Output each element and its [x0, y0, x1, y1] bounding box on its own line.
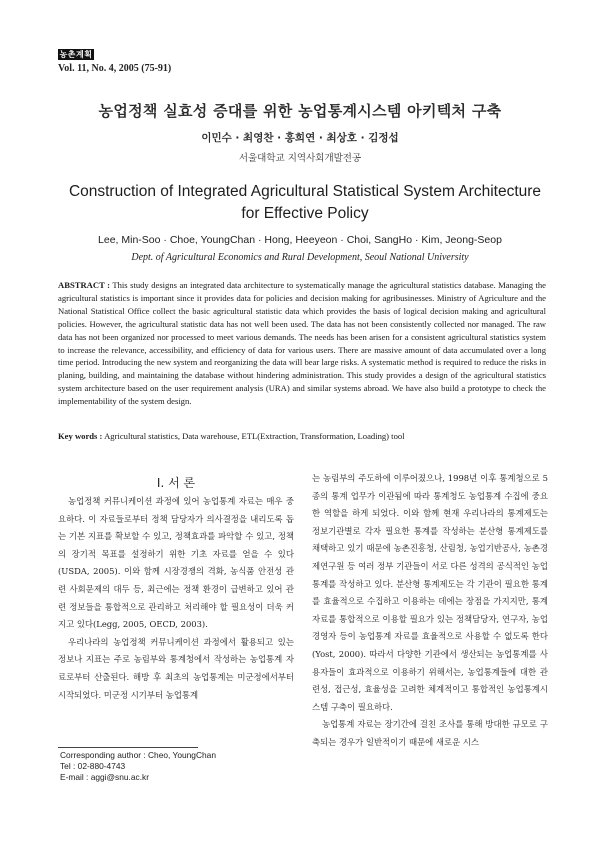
body-paragraph: 우리나라의 농업정책 커뮤니케이션 과정에서 활용되고 있는 정보나 지표는 주로 농림부와 통계청에서 작성하는 농업통계 자료로부터 산출된다. 해방 후 최초의 농업통계는 미군정에서부터 시작되었다. 미군정 시기부터 농업통계 [58, 636, 294, 700]
body-column-right [312, 470, 548, 752]
english-authors: Lee, Min-Soo · Choe, YoungChan · Hong, Heeyeon · Choi, SangHo · Kim, Jeong-Seop [98, 234, 502, 246]
keywords [58, 431, 546, 441]
abstract-text: This study designs an integrated data architecture to systematically manage the agricultural statistics database. Managing the agricultural statistics is important since it provides data for policies and decision making for agribusinesses. Ministry of Agriculture and the National Statistical Office collect the basic agricultural statistic data which provides the basis of logical decision making and agricultural policies. However, the agricultural statistic data has not well been used. The data has not been consistently collected nor managed. The raw data has not been organized nor processed to meet various demands. The needs has been arisen for a consistent agricultural statistics system to increase the relevance, accessibility, and efficiency of data for various users. There are massive amount of data accumulated over a long time period. Introducing the new system and reorganizing the data will bear large risks. A systematic method is required to reduce the risks in planing, building, and maintaining the database without hindering administration. This study provides a design of the agricultural statistics system architecture based on the user requirement analysis (URA) and similar systems abroad. We have also build a prototype to check the implementability of the system design. [58, 280, 546, 407]
footnote-email: E-mail : aggi@snu.ac.kr [60, 772, 150, 783]
body-column-left [58, 493, 294, 704]
body-paragraph: 는 농림부의 주도하에 이루어졌으나, 1998년 이후 통계청으로 5종의 통계 업무가 이관됨에 따라 통계청도 농업통계 수집에 중요한 역할을 하게 되었다. 이와 함께 현재 우리나라의 통계제도는 정보기관별로 각자 필요한 통계를 작성하는 분산형 통계제도를 채택하고 있기 때문에 농촌진흥청, 산림청, 농업기반공사, 농촌경제연구원 등 여러 정부 기관들이 서로 다른 성격의 공식적인 농업통계를 작성하고 있다. 분산형 통계제도는 각 기관이 필요한 통계를 효율적으로 수집하고 이용하는 데에는 장점을 가지지만, 통계자료를 통합적으로 이용할 필요가 있는 정책담당자, 연구자, 농업경영자 등이 농업통계 자료를 효율적으로 사용할 수 없도록 한다(Yost, 2000). 따라서 다양한 기관에서 생산되는 농업통계를 사용자들이 효과적으로 이용하기 위해서는, 농업통계들에 대한 관련성, 접근성, 효율성을 고려한 체계적이고 통합적인 농업통계시스템 구축이 필요하다. [312, 473, 548, 712]
english-title: Construction of Integrated Agricultural Statistical System Architecture for Effective Policy [68, 183, 542, 222]
korean-affiliation: 서울대학교 지역사회개발전공 [238, 153, 362, 164]
korean-authors: 이민수 · 최영찬 · 홍희연 · 최상호 · 김정섭 [201, 132, 399, 144]
footnote-tel: Tel : 02-880-4743 [60, 761, 126, 772]
english-affiliation: Dept. of Agricultural Economics and Rural Development, Seoul National University [131, 252, 469, 263]
section-heading: I. 서 론 [156, 476, 196, 490]
keywords-label: Key words : [58, 431, 103, 441]
footnote [60, 750, 300, 784]
footnote-author: Corresponding author : Cheo, YoungChan [60, 750, 216, 760]
abstract-label: ABSTRACT : [58, 280, 110, 290]
korean-title: 농업정책 실효성 증대를 위한 농업통계시스템 아키텍처 구축 [98, 102, 502, 120]
abstract [58, 279, 546, 408]
keywords-text: Agricultural statistics, Data warehouse, ETL(Extraction, Transformation, Loading) tool [102, 431, 405, 441]
footnote-divider [58, 747, 198, 748]
volume-line: Vol. 11, No. 4, 2005 (75-91) [58, 63, 172, 74]
body-paragraph: 농업정책 커뮤니케이션 과정에 있어 농업통계 자료는 매우 중요하다. 이 자료들로부터 정책 담당자가 의사결정을 내리도록 돕는 기본 지표를 확보할 수 있고, 정책효과를 파악할 수 있고, 정책의 장기적 목표를 설정하기 위한 기초 자료를 얻을 수 있다(USDA, 2005). 이와 함께 시장경쟁의 격화, 농식품 안전성 관련 사회문제의 대두 등, 최근에는 정책 환경이 급변하고 있어 관련 정보들을 통합적으로 관리하고 처리해야 할 필요성이 더욱 커지고 있다(Legg, 2005, OECD, 2003). [58, 496, 294, 630]
journal-badge: 농촌계획 [59, 50, 93, 59]
body-paragraph: 농업통계 자료는 장기간에 걸친 조사를 통해 방대한 규모로 구축되는 경우가 일반적이기 때문에 새로운 시스 [312, 719, 548, 747]
